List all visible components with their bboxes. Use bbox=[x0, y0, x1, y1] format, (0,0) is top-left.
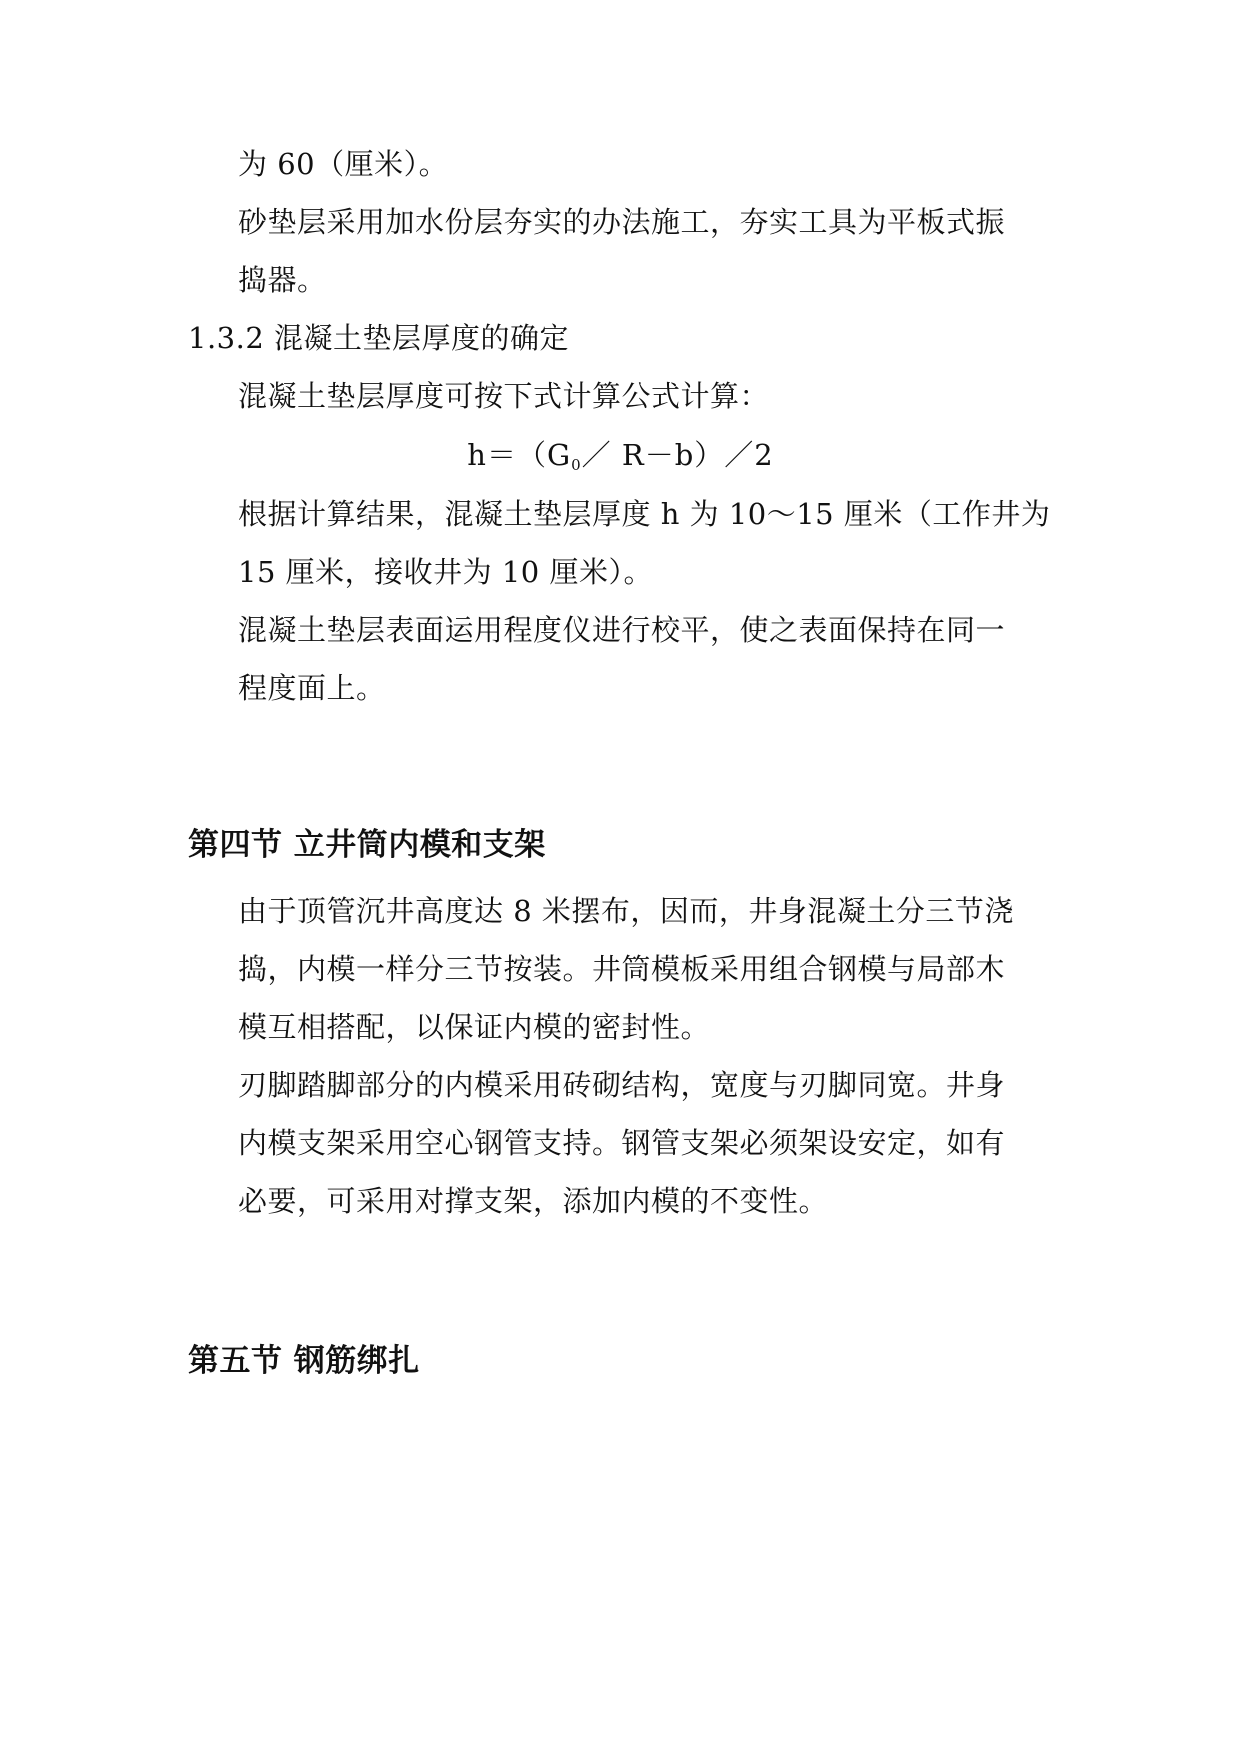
text-line: 程度面上。 bbox=[238, 671, 386, 705]
text-line: 必要，可采用对撑支架，添加内模的不变性。 bbox=[238, 1184, 829, 1218]
formula bbox=[0, 435, 1241, 485]
formula-rhs: ／ R－b）／2 bbox=[581, 438, 774, 472]
text-line: 内模支架采用空心钢管支持。钢管支架必须架设安定，如有 bbox=[238, 1126, 1006, 1160]
section-heading: 第五节 钢筋绑扎 bbox=[188, 1343, 420, 1379]
formula-subscript: 0 bbox=[571, 456, 582, 474]
text-line: 刃脚踏脚部分的内模采用砖砌结构，宽度与刃脚同宽。井身 bbox=[238, 1068, 1006, 1102]
text-line: 混凝土垫层厚度可按下式计算公式计算： bbox=[238, 379, 770, 413]
text-line: 混凝土垫层表面运用程度仪进行校平，使之表面保持在同一 bbox=[238, 613, 1006, 647]
text-line: 砂垫层采用加水份层夯实的办法施工，夯实工具为平板式振 bbox=[238, 205, 1006, 239]
text-line: 为 60（厘米）。 bbox=[238, 147, 449, 181]
text-line: 由于顶管沉井高度达 8 米摆布，因而，井身混凝土分三节浇 bbox=[238, 894, 1014, 928]
formula-lhs: h＝（G bbox=[467, 438, 572, 472]
text-line: 捣，内模一样分三节按装。井筒模板采用组合钢模与局部木 bbox=[238, 952, 1006, 986]
text-line: 模互相搭配，以保证内模的密封性。 bbox=[238, 1010, 711, 1044]
subsection-title: 1.3.2 混凝土垫层厚度的确定 bbox=[188, 321, 570, 355]
text-line: 根据计算结果，混凝土垫层厚度 h 为 10～15 厘米（工作井为 bbox=[238, 497, 1051, 531]
text-line: 15 厘米，接收井为 10 厘米）。 bbox=[238, 555, 653, 589]
text-line: 捣器。 bbox=[238, 263, 327, 297]
section-heading: 第四节 立井筒内模和支架 bbox=[188, 827, 546, 863]
